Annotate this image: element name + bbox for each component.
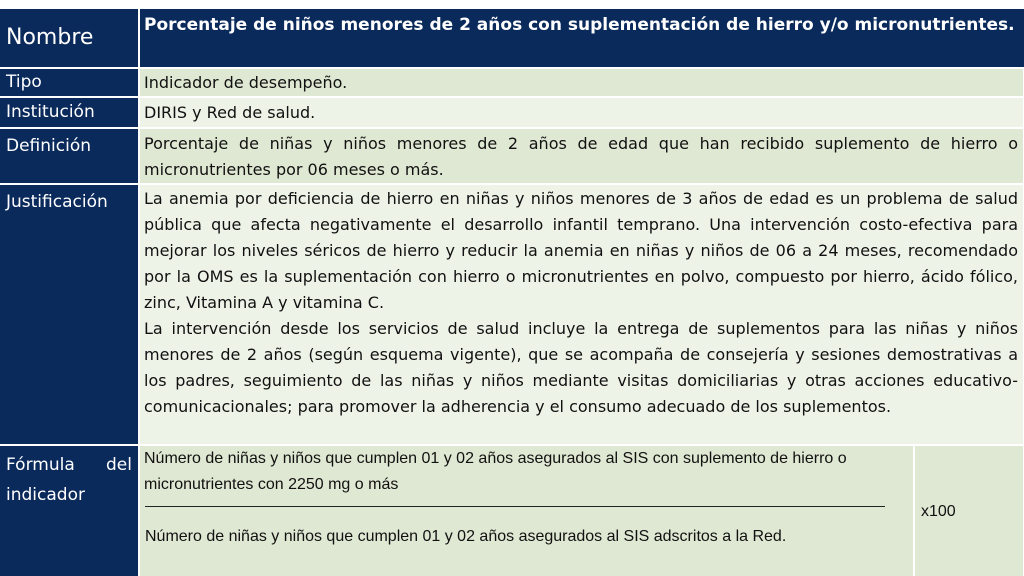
row-formula (0, 446, 1024, 576)
label-nombre: Nombre (0, 9, 140, 67)
value-institucion: DIRIS y Red de salud. (140, 98, 1023, 127)
value-definicion: Porcentaje de niñas y niños menores de 2 años de edad que han recibido suplemento de hierro o micronutrientes por 06 meses o más. (140, 129, 1023, 183)
label-institucion: Institución (0, 98, 138, 127)
row-nombre (0, 9, 1024, 67)
formula-multiplier: x100 (915, 446, 1023, 576)
label-tipo: Tipo (0, 69, 138, 96)
value-nombre: Porcentaje de niños menores de 2 años con suplementación de hierro y/o micronutrientes. (140, 9, 1024, 67)
justificacion-paragraph-1: La anemia por deficiencia de hierro en niñas y niños menores de 3 años de edad es un problema de salud pública que afecta negativamente el desarrollo infantil temprano. Una intervención costo-efectiva para mejorar los niveles séricos de hierro y reducir la anemia en niñas y niños de 06 a 24 meses, recomendado por la OMS es la suplementación con hierro o micronutrientes en polvo, compuesto por hierro, ácido fólico, zinc, Vitamina A y vitamina C. (144, 189, 1018, 312)
row-justificacion (0, 185, 1024, 444)
row-tipo (0, 69, 1024, 96)
indicator-table (0, 9, 1024, 576)
label-definicion: Definición (0, 129, 138, 183)
fraction-line (145, 506, 885, 507)
value-justificacion (140, 185, 1023, 444)
label-justificacion: Justificación (0, 185, 138, 444)
value-formula (140, 446, 913, 576)
formula-denominator: Número de niñas y niños que cumplen 01 y 02 años asegurados al SIS adscritos a la Red. (145, 528, 787, 545)
formula-numerator: Número de niñas y niños que cumplen 01 y 02 años asegurados al SIS con suplemento de hierro o micronutrientes con 2250 mg o más (144, 450, 847, 493)
label-formula: Fórmula del indicador (0, 446, 138, 576)
row-definicion (0, 129, 1024, 183)
value-tipo: Indicador de desempeño. (140, 69, 1023, 96)
justificacion-paragraph-2: La intervención desde los servicios de salud incluye la entrega de suplementos para las niñas y niños menores de 2 años (según esquema vigente), que se acompaña de consejería y sesiones demostrativas a los padres, seguimiento de las niñas y niños mediante visitas domiciliarias y otras acciones educativo-comunicacionales; para promover la adherencia y el consumo adecuado de los suplementos. (144, 319, 1018, 416)
row-institucion (0, 98, 1024, 127)
